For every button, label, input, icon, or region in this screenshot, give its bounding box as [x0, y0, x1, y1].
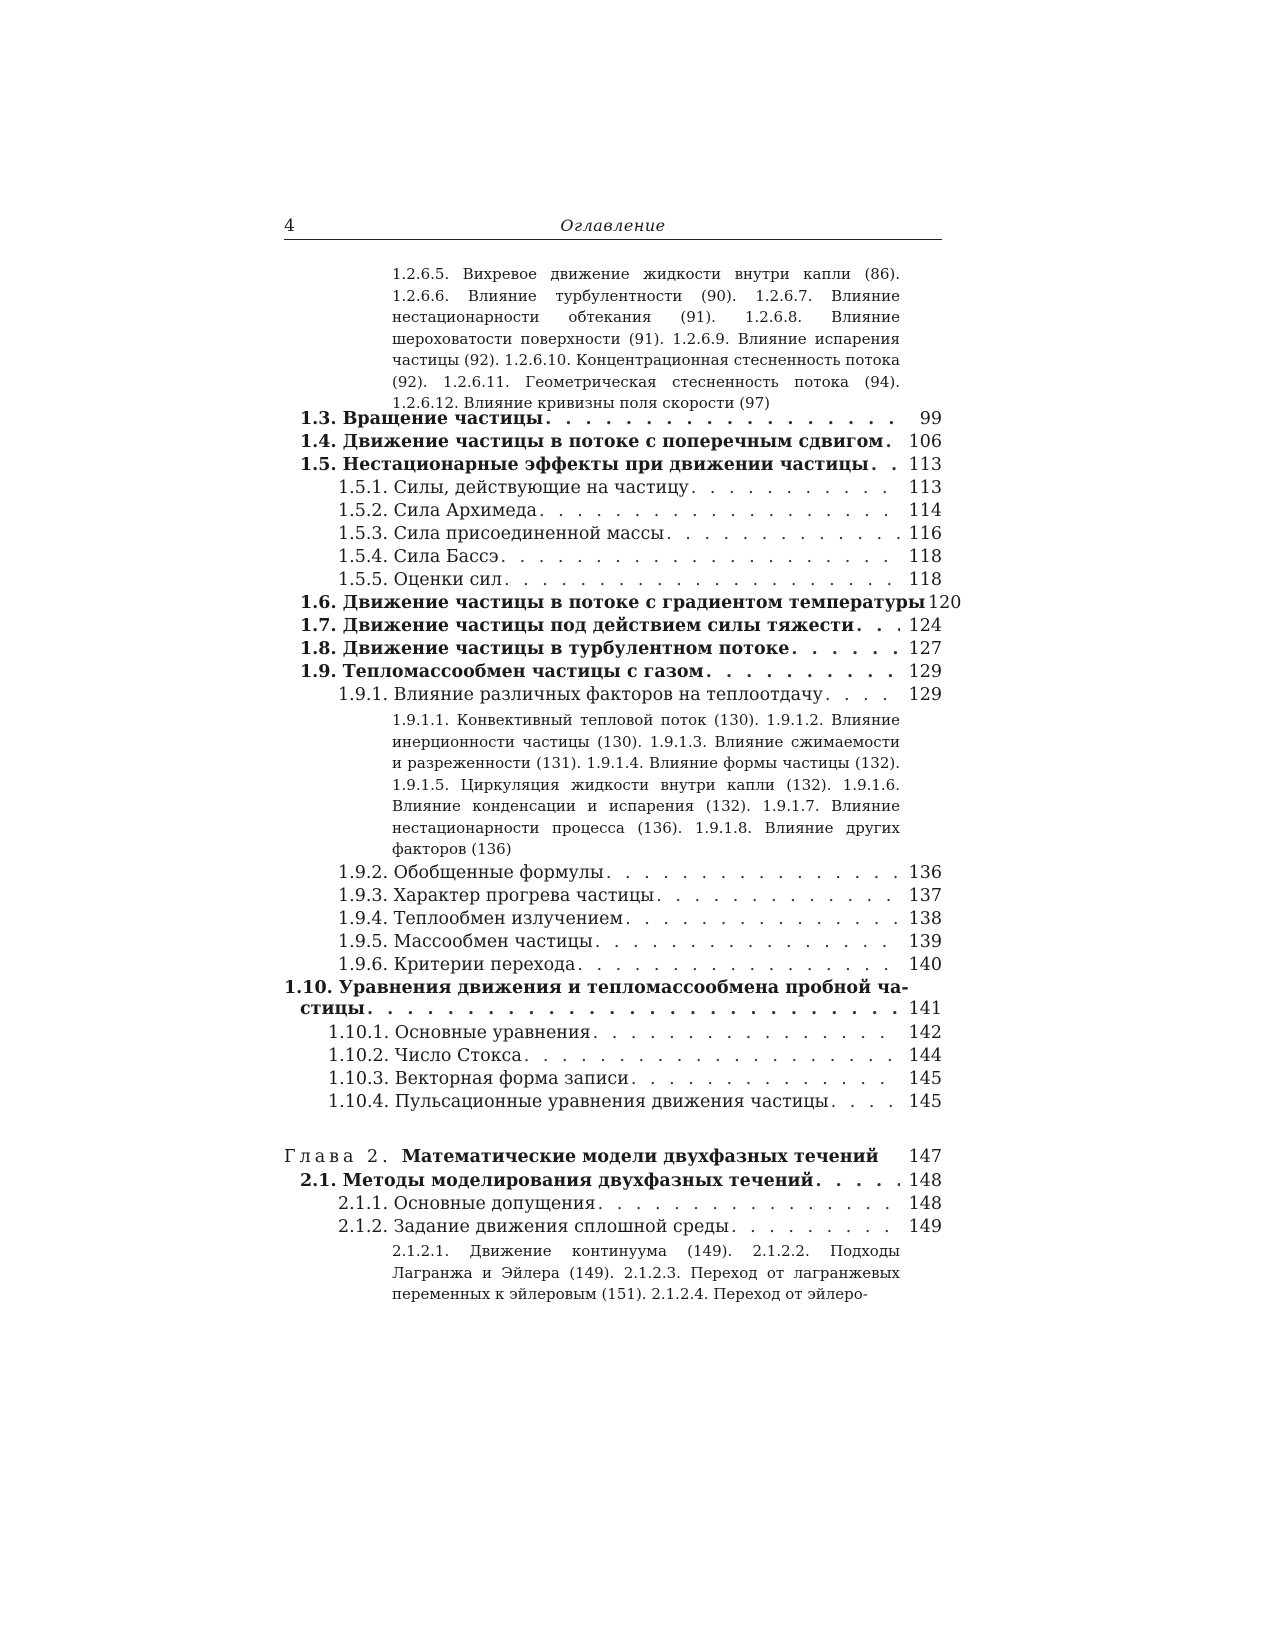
leader-dots	[367, 998, 900, 1021]
toc-entry[interactable]	[290, 546, 942, 569]
leader-dots	[815, 1170, 900, 1193]
toc-title: 1.9.2. Обобщенные формулы	[338, 863, 604, 883]
leader-dots	[595, 931, 900, 954]
leader-dots	[825, 684, 900, 707]
leader-dots	[886, 431, 900, 454]
toc-title: 1.9.6. Критерии перехода	[338, 955, 576, 975]
leader-dots	[524, 1045, 900, 1068]
toc-page: 148	[908, 1171, 942, 1191]
toc-entry[interactable]	[290, 1091, 942, 1114]
toc-title: 1.5.4. Сила Бассэ	[338, 547, 499, 567]
toc-entry[interactable]	[290, 862, 942, 885]
leader-dots	[501, 546, 900, 569]
toc-page: 118	[908, 570, 942, 590]
toc-entry[interactable]	[290, 998, 942, 1021]
toc-entry[interactable]	[290, 1193, 942, 1216]
leader-dots	[666, 523, 900, 546]
toc-title: 1.5.1. Силы, действующие на частицу	[338, 478, 689, 498]
toc-page: 138	[908, 909, 942, 929]
header-rule	[284, 239, 942, 240]
leader-dots	[577, 954, 900, 977]
toc-title: 1.5.3. Сила присоединенной массы	[338, 524, 665, 544]
toc-entry[interactable]	[290, 931, 942, 954]
toc-entry[interactable]	[290, 1170, 942, 1193]
toc-entry[interactable]	[284, 977, 909, 1000]
toc-entry[interactable]	[290, 638, 942, 661]
toc-entry[interactable]	[290, 954, 942, 977]
toc-entry[interactable]	[290, 569, 942, 592]
toc-title: 1.10.3. Векторная форма записи	[328, 1069, 629, 1089]
leader-dots	[656, 885, 900, 908]
toc-page: 106	[908, 432, 942, 452]
toc-entry[interactable]	[290, 908, 942, 931]
toc-title: 1.10. Уравнения движения и тепломассообмена пробной ча-	[284, 978, 909, 998]
toc-title: 1.5. Нестационарные эффекты при движении частицы	[300, 455, 869, 475]
toc-entry[interactable]	[290, 523, 942, 546]
toc-title: 1.10.4. Пульсационные уравнения движения частицы	[328, 1092, 829, 1112]
toc-entry[interactable]	[290, 408, 942, 431]
leader-dots	[871, 454, 900, 477]
subsection-paragraph: 1.9.1.1. Конвективный тепловой поток (130). 1.9.1.2. Влияние инерционности частицы (130). 1.9.1.3. Влияние сжимаемости и разреженности (131). 1.9.1.4. Влияние формы частицы (132). 1.9.1.5. Циркуляция жидкости внутри капли (132). 1.9.1.6. Влияние конденсации и испарения (132). 1.9.1.7. Влияние нестационарности процесса (136). 1.9.1.8. Влияние других факторов (136)	[392, 711, 900, 858]
toc-page: 144	[908, 1046, 942, 1066]
toc-title: 1.10.1. Основные уравнения	[328, 1023, 591, 1043]
subsection-paragraph: 2.1.2.1. Движение континуума (149). 2.1.2.2. Подходы Лагранжа и Эйлера (149). 2.1.2.3. Переход от лагранжевых переменных к эйлеровым (151). 2.1.2.4. Переход от эйлеро-	[392, 1242, 900, 1303]
toc-page: 142	[908, 1023, 942, 1043]
toc-title: 2.1.2. Задание движения сплошной среды	[338, 1217, 729, 1237]
toc-page: 113	[908, 478, 942, 498]
toc-title: 1.7. Движение частицы под действием силы тяжести	[300, 616, 855, 636]
leader-dots	[731, 1216, 900, 1239]
toc-page: 129	[908, 662, 942, 682]
toc-page: 99	[919, 409, 942, 429]
toc-page: 145	[908, 1092, 942, 1112]
leader-dots	[606, 862, 900, 885]
toc-page: 116	[908, 524, 942, 544]
chapter-prefix: Глава 2.	[284, 1147, 392, 1167]
toc-page: 148	[908, 1194, 942, 1214]
toc-title: стицы	[300, 999, 365, 1019]
leader-dots	[831, 1091, 900, 1114]
leader-dots	[631, 1068, 900, 1091]
leader-dots	[706, 661, 900, 684]
leader-dots	[593, 1022, 900, 1045]
toc-entry[interactable]	[290, 615, 942, 638]
toc-title: 1.5.5. Оценки сил	[338, 570, 503, 590]
toc-entry[interactable]	[290, 684, 942, 707]
toc-title: 1.5.2. Сила Архимеда	[338, 501, 537, 521]
toc-page: 147	[908, 1147, 942, 1167]
toc-entry[interactable]	[290, 1022, 942, 1045]
chapter-title: Математические модели двухфазных течений	[401, 1147, 879, 1167]
chapter-heading[interactable]	[284, 1146, 942, 1169]
toc-title: 2.1.1. Основные допущения	[338, 1194, 596, 1214]
toc-title: 1.9. Тепломассообмен частицы с газом	[300, 662, 704, 682]
page-number: 4	[284, 216, 295, 236]
subsection-paragraph: 1.2.6.5. Вихревое движение жидкости внутри капли (86). 1.2.6.6. Влияние турбулентности (90). 1.2.6.7. Влияние нестационарности обтекания (91). 1.2.6.8. Влияние шероховатости поверхности (91). 1.2.6.9. Влияние испарения частицы (92). 1.2.6.10. Концентрационная стесненность потока (92). 1.2.6.11. Геометрическая стесненность потока (94). 1.2.6.12. Влияние кривизны поля скорости (97)	[392, 265, 900, 412]
toc-title: 1.9.3. Характер прогрева частицы	[338, 886, 655, 906]
toc-title: 1.9.1. Влияние различных факторов на теплоотдачу	[338, 685, 823, 705]
toc-entry[interactable]	[290, 500, 942, 523]
leader-dots	[625, 908, 900, 931]
running-title: Оглавление	[560, 216, 666, 235]
leader-dots	[691, 477, 900, 500]
toc-page: 118	[908, 547, 942, 567]
toc-title: 1.10.2. Число Стокса	[328, 1046, 522, 1066]
toc-page: 139	[908, 932, 942, 952]
leader-dots	[504, 569, 900, 592]
toc-entry[interactable]	[290, 885, 942, 908]
toc-title: 1.9.4. Теплообмен излучением	[338, 909, 624, 929]
toc-entry[interactable]	[290, 592, 962, 615]
toc-page: 113	[908, 455, 942, 475]
leader-dots	[856, 615, 900, 638]
toc-title: 1.6. Движение частицы в потоке с градиентом температуры	[300, 593, 926, 613]
toc-entry[interactable]	[290, 1068, 942, 1091]
toc-page: 129	[908, 685, 942, 705]
leader-dots	[539, 500, 900, 523]
toc-entry[interactable]	[290, 661, 942, 684]
toc-entry[interactable]	[290, 431, 942, 454]
toc-page: 114	[908, 501, 942, 521]
toc-title: 2.1. Методы моделирования двухфазных течений	[300, 1171, 814, 1191]
toc-page: 137	[908, 886, 942, 906]
toc-entry[interactable]	[290, 477, 942, 500]
toc-title: 1.8. Движение частицы в турбулентном потоке	[300, 639, 790, 659]
toc-page: 140	[908, 955, 942, 975]
toc-entry[interactable]	[290, 1216, 942, 1239]
toc-title: 1.4. Движение частицы в потоке с поперечным сдвигом	[300, 432, 884, 452]
toc-entry[interactable]	[290, 1045, 942, 1068]
toc-page: 120	[928, 593, 962, 613]
toc-page: 124	[908, 616, 942, 636]
toc-page: 127	[908, 639, 942, 659]
toc-title: 1.9.5. Массообмен частицы	[338, 932, 593, 952]
toc-entry[interactable]	[290, 454, 942, 477]
leader-dots	[545, 408, 900, 431]
toc-title: 1.3. Вращение частицы	[300, 409, 544, 429]
toc-page: 141	[908, 999, 942, 1019]
toc-page: 149	[908, 1217, 942, 1237]
toc-page: 145	[908, 1069, 942, 1089]
leader-dots	[791, 638, 900, 661]
toc-page: 136	[908, 863, 942, 883]
leader-dots	[598, 1193, 900, 1216]
